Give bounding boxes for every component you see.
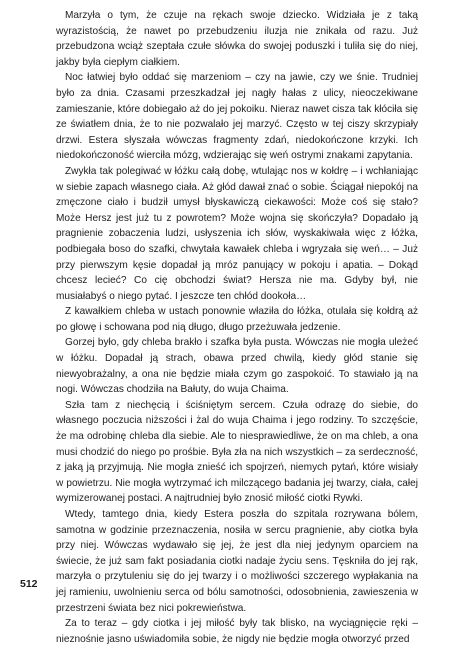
paragraph: Gorzej było, gdy chleba brakło i szafka była pusta. Wówczas nie mogła uleżeć w łóżku. Dopadał ją strach, obawa przed chwilą, kiedy głód stanie się niewyobrażalny, a ona nie będzie miała czym go zaspokoić. To stawiało ją na nogi. Wówczas chodziła na Bałuty, do wuja Chaima. <box>56 337 418 396</box>
paragraph: Z kawałkiem chleba w ustach ponownie właziła do łóżka, otulała się kołdrą aż po głowę i schowana pod nią długo, długo przeżuwała jedzenie. <box>56 306 418 333</box>
paragraph: Szła tam z niechęcią i ściśniętym sercem. Czuła odrazę do siebie, do własnego poczucia niższości i żal do wuja Chaima i jego rodziny. To szczęście, że ma odrobinę chleba dla siebie. Ale to niesprawiedliwe, że on ma chleb, a ona musi chodzić do niego po prośbie. Była zła na nich wszystkich – za serdeczność, z jaką ją przyjmują. Nie mogła znieść ich spojrzeń, niemych pytań, które wisiały w powietrzu. Nie mogła wytrzymać ich milczącego badania jej twarzy, ciała, całej wymizerowanej postaci. A najtrudniej było znosić miłość ciotki Rywki. <box>56 399 418 505</box>
page-number: 512 <box>20 578 38 590</box>
paragraph: Za to teraz – gdy ciotka i jej miłość były tak blisko, na wyciągnięcie ręki – nieznośnie jasno uświadomiła sobie, że nigdy nie będzie mogła otworzyć przed <box>56 618 418 645</box>
body-text <box>56 8 418 647</box>
paragraph: Noc łatwiej było oddać się marzeniom – czy na jawie, czy we śnie. Trudniej było za dnia. Czasami przeszkadzał jej nagły hałas z ulicy, nieoczekiwane zamieszanie, które dobiegało aż do jej pokoiku. Nieraz nawet cisza tak kłóciła się ze światłem dnia, że to nie pozwalało jej marzyć. Często w tej ciszy skrzypiały drzwi. Estera słyszała wówczas fragmenty zdań, niedokończone krzyki. Ich niedokończoność wierciła mózg, wdzierając się weń ostrymi znakami zapytania. <box>56 72 418 162</box>
paragraph: Marzyła o tym, że czuje na rękach swoje dziecko. Widziała je z taką wyrazistością, że nawet po przebudzeniu iluzja nie znikała od razu. Już przebudzona wciąż szeptała czułe słówka do swojej poduszki i tuliła się do niej, jakby była ciepłym ciałkiem. <box>56 10 418 68</box>
paragraph: Zwykła tak polegiwać w łóżku całą dobę, wtulając nos w kołdrę – i wchłaniając w siebie zapach własnego ciała. Aż głód dawał znać o sobie. Ściągał niepokój na zmęczone ciało i budził umysł błyskawiczą ciekawości: Może coś się stało? Może Hersz jest już tu z powrotem? Może wojna się skończyła? Dopadało ją pragnienie zobaczenia ludzi, usłyszenia ich słów, wyskakiwała więc z łóżka, podbiegała boso do szafki, chwytała kawałek chleba i wgryzała się weń… – Już przy pierwszym kęsie dopadał ją mróz panujący w pokoju i apatia. – Dokąd chcesz lecieć? Co cię obchodzi świat? Hersza nie ma. Gdyby był, nie musiałabyś o niego pytać. I jeszcze ten chłód dookoła… <box>56 165 418 302</box>
paragraph: Wtedy, tamtego dnia, kiedy Estera poszła do szpitala rozrywana bólem, samotna w godzinie przeznaczenia, nosiła w sercu pragnienie, aby ciotka była przy niej. Wówczas wydawało się jej, że jest dla niej jedynym oparciem na świecie, że już sam fakt posiadania ciotki nadaje życiu sens. Tęskniła do jej rąk, marzyła o przytuleniu się do jej twarzy i o możliwości szczerego wypłakania na jej ramieniu, uwolnieniu serca od bólu samotności, odosobnienia, zawieszenia w przestrzeni świata bez nici pokrewieństwa. <box>56 509 418 614</box>
